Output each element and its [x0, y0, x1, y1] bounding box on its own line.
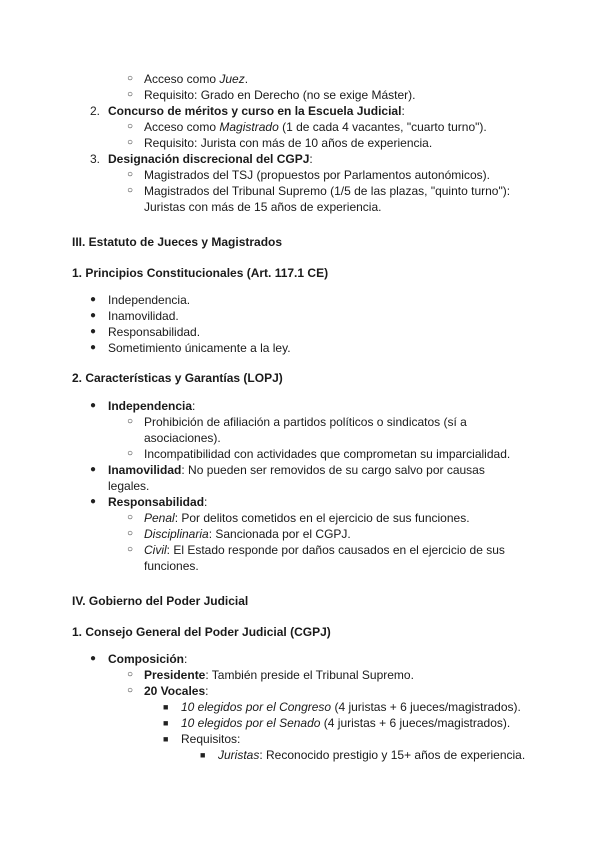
principio-item: Inamovilidad.	[108, 309, 179, 323]
circle-bullet-icon: ○	[127, 73, 134, 84]
bullet-icon: ●	[90, 400, 97, 411]
magistrados-ts-item-cont: Juristas con más de 15 años de experiencia.	[144, 200, 382, 214]
list-number-3: 3.	[90, 152, 101, 166]
prohibicion-item-cont: asociaciones).	[144, 431, 221, 445]
circle-bullet-icon: ○	[127, 669, 134, 680]
square-bullet-icon: ■	[163, 734, 169, 744]
civil-item-cont: funciones.	[144, 559, 199, 573]
circle-bullet-icon: ○	[127, 185, 134, 196]
circle-bullet-icon: ○	[127, 137, 134, 148]
requisito-magistrado-item: Requisito: Jurista con más de 10 años de experiencia.	[144, 136, 433, 150]
bullet-icon: ●	[90, 326, 97, 337]
circle-bullet-icon: ○	[127, 685, 134, 696]
subsection-caracteristicas: 2. Características y Garantías (LOPJ)	[72, 371, 283, 385]
vocales-item: 20 Vocales:	[144, 684, 209, 698]
bullet-icon: ●	[90, 294, 97, 305]
subsection-principios: 1. Principios Constitucionales (Art. 117.1 CE)	[72, 266, 329, 280]
bullet-icon: ●	[90, 464, 97, 475]
acceso-magistrado-item: Acceso como Magistrado (1 de cada 4 vacantes, "cuarto turno").	[144, 120, 487, 134]
square-bullet-icon: ■	[163, 702, 169, 712]
civil-item: Civil: El Estado responde por daños causados en el ejercicio de sus	[144, 543, 505, 557]
magistrados-ts-item: Magistrados del Tribunal Supremo (1/5 de las plazas, "quinto turno"):	[144, 184, 511, 198]
list-number-2: 2.	[90, 104, 101, 118]
square-bullet-icon: ■	[163, 718, 169, 728]
section-title-estatuto: III. Estatuto de Jueces y Magistrados	[72, 235, 283, 249]
circle-bullet-icon: ○	[127, 169, 134, 180]
penal-item: Penal: Por delitos cometidos en el ejercicio de sus funciones.	[144, 511, 470, 525]
bullet-icon: ●	[90, 653, 97, 664]
magistrados-tsj-item: Magistrados del TSJ (propuestos por Parlamentos autonómicos).	[144, 168, 490, 182]
inamovilidad-item-cont: legales.	[108, 479, 150, 493]
requisitos-item: Requisitos:	[181, 732, 241, 746]
section-title-gobierno: IV. Gobierno del Poder Judicial	[72, 594, 249, 608]
square-bullet-icon: ■	[200, 750, 206, 760]
congreso-item: 10 elegidos por el Congreso (4 juristas + 6 jueces/magistrados).	[181, 700, 521, 714]
senado-item: 10 elegidos por el Senado (4 juristas + 6 jueces/magistrados).	[181, 716, 511, 730]
concurso-item: Concurso de méritos y curso en la Escuela Judicial:	[108, 104, 405, 118]
circle-bullet-icon: ○	[127, 416, 134, 427]
incompatibilidad-item: Incompatibilidad con actividades que comprometan su imparcialidad.	[144, 447, 511, 461]
circle-bullet-icon: ○	[127, 121, 134, 132]
circle-bullet-icon: ○	[127, 89, 134, 100]
bullet-icon: ●	[90, 496, 97, 507]
circle-bullet-icon: ○	[127, 544, 134, 555]
independencia-item: Independencia:	[108, 399, 196, 413]
designacion-item: Designación discrecional del CGPJ:	[108, 152, 313, 166]
principio-item: Sometimiento únicamente a la ley.	[108, 341, 291, 355]
composicion-item: Composición:	[108, 652, 188, 666]
circle-bullet-icon: ○	[127, 512, 134, 523]
principio-item: Independencia.	[108, 293, 191, 307]
juristas-item: Juristas: Reconocido prestigio y 15+ años de experiencia.	[218, 748, 526, 762]
circle-bullet-icon: ○	[127, 448, 134, 459]
presidente-item: Presidente: También preside el Tribunal Supremo.	[144, 668, 414, 682]
disciplinaria-item: Disciplinaria: Sancionada por el CGPJ.	[144, 527, 351, 541]
circle-bullet-icon: ○	[127, 528, 134, 539]
prohibicion-item: Prohibición de afiliación a partidos políticos o sindicatos (sí a	[144, 415, 467, 429]
principio-item: Responsabilidad.	[108, 325, 201, 339]
bullet-icon: ●	[90, 310, 97, 321]
responsabilidad-item: Responsabilidad:	[108, 495, 208, 509]
bullet-icon: ●	[90, 342, 97, 353]
acceso-juez-item: Acceso como Juez.	[144, 72, 249, 86]
subsection-cgpj: 1. Consejo General del Poder Judicial (CGPJ)	[72, 625, 331, 639]
requisito-juez-item: Requisito: Grado en Derecho (no se exige Máster).	[144, 88, 416, 102]
inamovilidad-item: Inamovilidad: No pueden ser removidos de su cargo salvo por causas	[108, 463, 485, 477]
